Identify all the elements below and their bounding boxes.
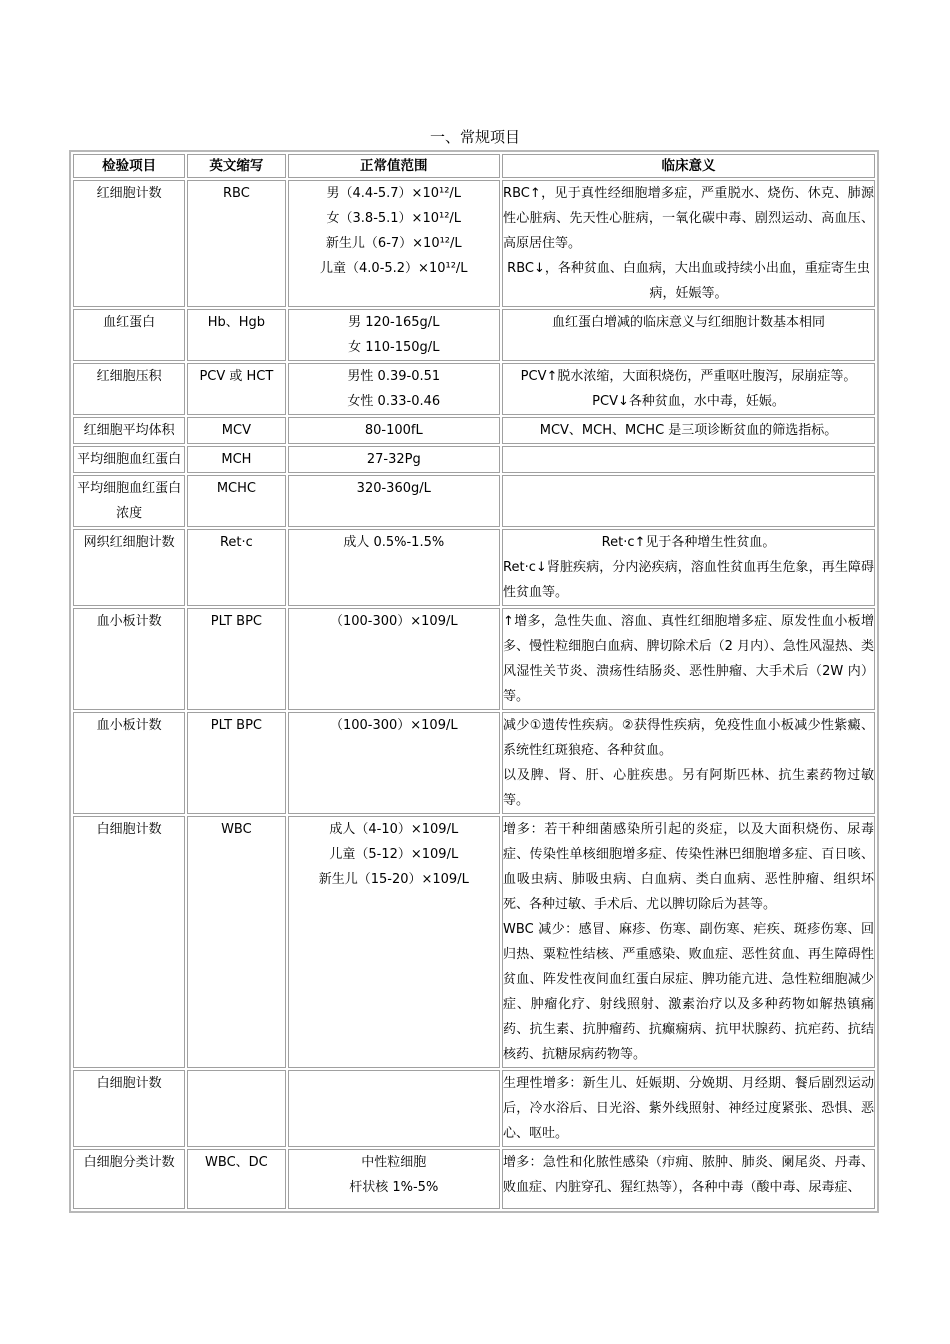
meaning-paragraph: PCV↓各种贫血，水中毒，妊娠。 bbox=[592, 394, 785, 409]
meaning-paragraph: Ret·c↑见于各种增生性贫血。 bbox=[601, 535, 776, 550]
table-header-row bbox=[73, 154, 875, 178]
table-row bbox=[73, 180, 875, 307]
cell-abbreviation bbox=[187, 1070, 285, 1147]
cell-item-name: 平均细胞血红蛋白 bbox=[73, 446, 185, 473]
cell-item-name: 血小板计数 bbox=[73, 712, 185, 814]
header-clinical-meaning: 临床意义 bbox=[502, 154, 875, 178]
meaning-paragraph: 以及脾、肾、肝、心脏疾患。另有阿斯匹林、抗生素药物过敏等。 bbox=[503, 768, 874, 808]
range-line: 女（3.8-5.1）×10¹²/L bbox=[326, 211, 462, 226]
cell-abbreviation: MCV bbox=[187, 417, 285, 444]
table-row bbox=[73, 816, 875, 1068]
cell-abbreviation: PCV 或 HCT bbox=[187, 363, 285, 415]
cell-normal-range bbox=[288, 529, 501, 606]
table-body bbox=[73, 180, 875, 1209]
cell-normal-range bbox=[288, 475, 501, 527]
cell-abbreviation: PLT BPC bbox=[187, 608, 285, 710]
table-row bbox=[73, 712, 875, 814]
range-line: 80-100fL bbox=[364, 423, 423, 438]
range-line: 27-32Pg bbox=[366, 452, 421, 467]
range-line: 儿童（4.0-5.2）×10¹²/L bbox=[320, 261, 468, 276]
cell-normal-range bbox=[288, 816, 501, 1068]
cell-clinical-meaning bbox=[502, 608, 875, 710]
lab-reference-table bbox=[69, 150, 879, 1213]
cell-clinical-meaning bbox=[502, 816, 875, 1068]
cell-clinical-meaning bbox=[502, 309, 875, 361]
range-line: 中性粒细胞 bbox=[361, 1155, 427, 1170]
cell-item-name: 白细胞计数 bbox=[73, 816, 185, 1068]
range-line: 新生儿（6-7）×10¹²/L bbox=[325, 236, 462, 251]
table-row bbox=[73, 446, 875, 473]
range-line: 女 110-150g/L bbox=[348, 340, 440, 355]
table-row bbox=[73, 1149, 875, 1209]
cell-clinical-meaning bbox=[502, 446, 875, 473]
cell-abbreviation: MCH bbox=[187, 446, 285, 473]
range-line: （100-300）×109/L bbox=[329, 614, 458, 629]
header-normal-range: 正常值范围 bbox=[288, 154, 501, 178]
cell-normal-range bbox=[288, 608, 501, 710]
cell-clinical-meaning bbox=[502, 475, 875, 527]
range-line: 男 120-165g/L bbox=[348, 315, 440, 330]
cell-item-name: 血红蛋白 bbox=[73, 309, 185, 361]
cell-abbreviation: Ret·c bbox=[187, 529, 285, 606]
cell-normal-range bbox=[288, 363, 501, 415]
header-item: 检验项目 bbox=[73, 154, 185, 178]
cell-normal-range bbox=[288, 417, 501, 444]
range-line: 成人 0.5%-1.5% bbox=[343, 535, 445, 550]
meaning-paragraph: 血红蛋白增减的临床意义与红细胞计数基本相同 bbox=[552, 315, 826, 330]
cell-normal-range bbox=[288, 446, 501, 473]
table-row bbox=[73, 608, 875, 710]
range-line: 女性 0.33-0.46 bbox=[347, 394, 441, 409]
cell-clinical-meaning bbox=[502, 417, 875, 444]
cell-normal-range bbox=[288, 1149, 501, 1209]
meaning-paragraph: 增多：若干种细菌感染所引起的炎症，以及大面积烧伤、尿毒症、传染性单核细胞增多症、传染性淋巴细胞增多症、百日咳、血吸虫病、肺吸虫病、白血病、类白血病、恶性肿瘤、组织坏死、各种过敏、手术后、尤以脾切除后为甚等。 bbox=[503, 822, 874, 912]
meaning-paragraph: ↑增多，急性失血、溶血、真性红细胞增多症、原发性血小板增多、慢性粒细胞白血病、脾切除术后（2 月内）、急性风湿热、类风湿性关节炎、溃疡性结肠炎、恶性肿瘤、大手术后（2W 内）等。 bbox=[503, 614, 874, 704]
cell-clinical-meaning bbox=[502, 363, 875, 415]
range-line: 男（4.4-5.7）×10¹²/L bbox=[326, 186, 462, 201]
meaning-paragraph: Ret·c↓肾脏疾病，分内泌疾病，溶血性贫血再生危象，再生障碍性贫血等。 bbox=[503, 560, 874, 600]
cell-abbreviation: MCHC bbox=[187, 475, 285, 527]
range-line: 成人（4-10）×109/L bbox=[329, 822, 459, 837]
meaning-paragraph: PCV↑脱水浓缩，大面积烧伤，严重呕吐腹泻，尿崩症等。 bbox=[520, 369, 857, 384]
cell-normal-range bbox=[288, 1070, 501, 1147]
cell-item-name: 网织红细胞计数 bbox=[73, 529, 185, 606]
cell-item-name: 红细胞平均体积 bbox=[73, 417, 185, 444]
range-line: 320-360g/L bbox=[356, 481, 431, 496]
cell-normal-range bbox=[288, 180, 501, 307]
cell-item-name: 血小板计数 bbox=[73, 608, 185, 710]
cell-abbreviation: PLT BPC bbox=[187, 712, 285, 814]
cell-abbreviation: Hb、Hgb bbox=[187, 309, 285, 361]
cell-clinical-meaning bbox=[502, 1070, 875, 1147]
cell-normal-range bbox=[288, 309, 501, 361]
table-row bbox=[73, 309, 875, 361]
range-line: 男性 0.39-0.51 bbox=[347, 369, 441, 384]
range-line: 儿童（5-12）×109/L bbox=[329, 847, 459, 862]
meaning-paragraph: WBC 减少：感冒、麻疹、伤寒、副伤寒、疟疾、斑疹伤寒、回归热、粟粒性结核、严重感染、败血症、恶性贫血、再生障碍性贫血、阵发性夜间血红蛋白尿症、脾功能亢进、急性粒细胞减少症、肿瘤化疗、射线照射、激素治疗以及多种药物如解热镇痛药、抗生素、抗肿瘤药、抗癫痫病、抗甲状腺药、抗疟药、抗结核药、抗糖尿病药物等。 bbox=[503, 922, 874, 1062]
cell-clinical-meaning bbox=[502, 1149, 875, 1209]
meaning-paragraph: RBC↑，见于真性经细胞增多症，严重脱水、烧伤、休克、肺源性心脏病、先天性心脏病，一氧化碳中毒、剧烈运动、高血压、高原居住等。 bbox=[503, 186, 874, 251]
meaning-paragraph: RBC↓，各种贫血、白血病，大出血或持续小出血，重症寄生虫病，妊娠等。 bbox=[507, 261, 870, 301]
table-row bbox=[73, 417, 875, 444]
cell-item-name: 红细胞计数 bbox=[73, 180, 185, 307]
range-line: 新生儿（15-20）×109/L bbox=[318, 872, 469, 887]
table-row bbox=[73, 1070, 875, 1147]
cell-item-name: 白细胞分类计数 bbox=[73, 1149, 185, 1209]
cell-abbreviation: WBC bbox=[187, 816, 285, 1068]
cell-clinical-meaning bbox=[502, 180, 875, 307]
cell-abbreviation: WBC、DC bbox=[187, 1149, 285, 1209]
section-title: 一、常规项目 bbox=[429, 128, 520, 146]
table-row bbox=[73, 475, 875, 527]
cell-abbreviation: RBC bbox=[187, 180, 285, 307]
cell-clinical-meaning bbox=[502, 529, 875, 606]
table-row bbox=[73, 363, 875, 415]
cell-item-name: 白细胞计数 bbox=[73, 1070, 185, 1147]
cell-item-name: 平均细胞血红蛋白浓度 bbox=[73, 475, 185, 527]
meaning-paragraph: 增多：急性和化脓性感染（疖痈、脓肿、肺炎、阑尾炎、丹毒、败血症、内脏穿孔、猩红热等），各种中毒（酸中毒、尿毒症、 bbox=[503, 1155, 874, 1195]
header-abbreviation: 英文缩写 bbox=[187, 154, 285, 178]
range-line: 杆状核 1%-5% bbox=[349, 1180, 439, 1195]
table-row bbox=[73, 529, 875, 606]
meaning-paragraph: 减少①遗传性疾病。②获得性疾病，免疫性血小板减少性紫癜、系统性红斑狼疮、各种贫血。 bbox=[503, 718, 874, 758]
range-line: （100-300）×109/L bbox=[329, 718, 458, 733]
cell-normal-range bbox=[288, 712, 501, 814]
meaning-paragraph: 生理性增多：新生儿、妊娠期、分娩期、月经期、餐后剧烈运动后，冷水浴后、日光浴、紫外线照射、神经过度紧张、恐惧、恶心、呕吐。 bbox=[503, 1076, 874, 1141]
meaning-paragraph: MCV、MCH、MCHC 是三项诊断贫血的筛选指标。 bbox=[539, 423, 838, 438]
cell-clinical-meaning bbox=[502, 712, 875, 814]
cell-item-name: 红细胞压积 bbox=[73, 363, 185, 415]
